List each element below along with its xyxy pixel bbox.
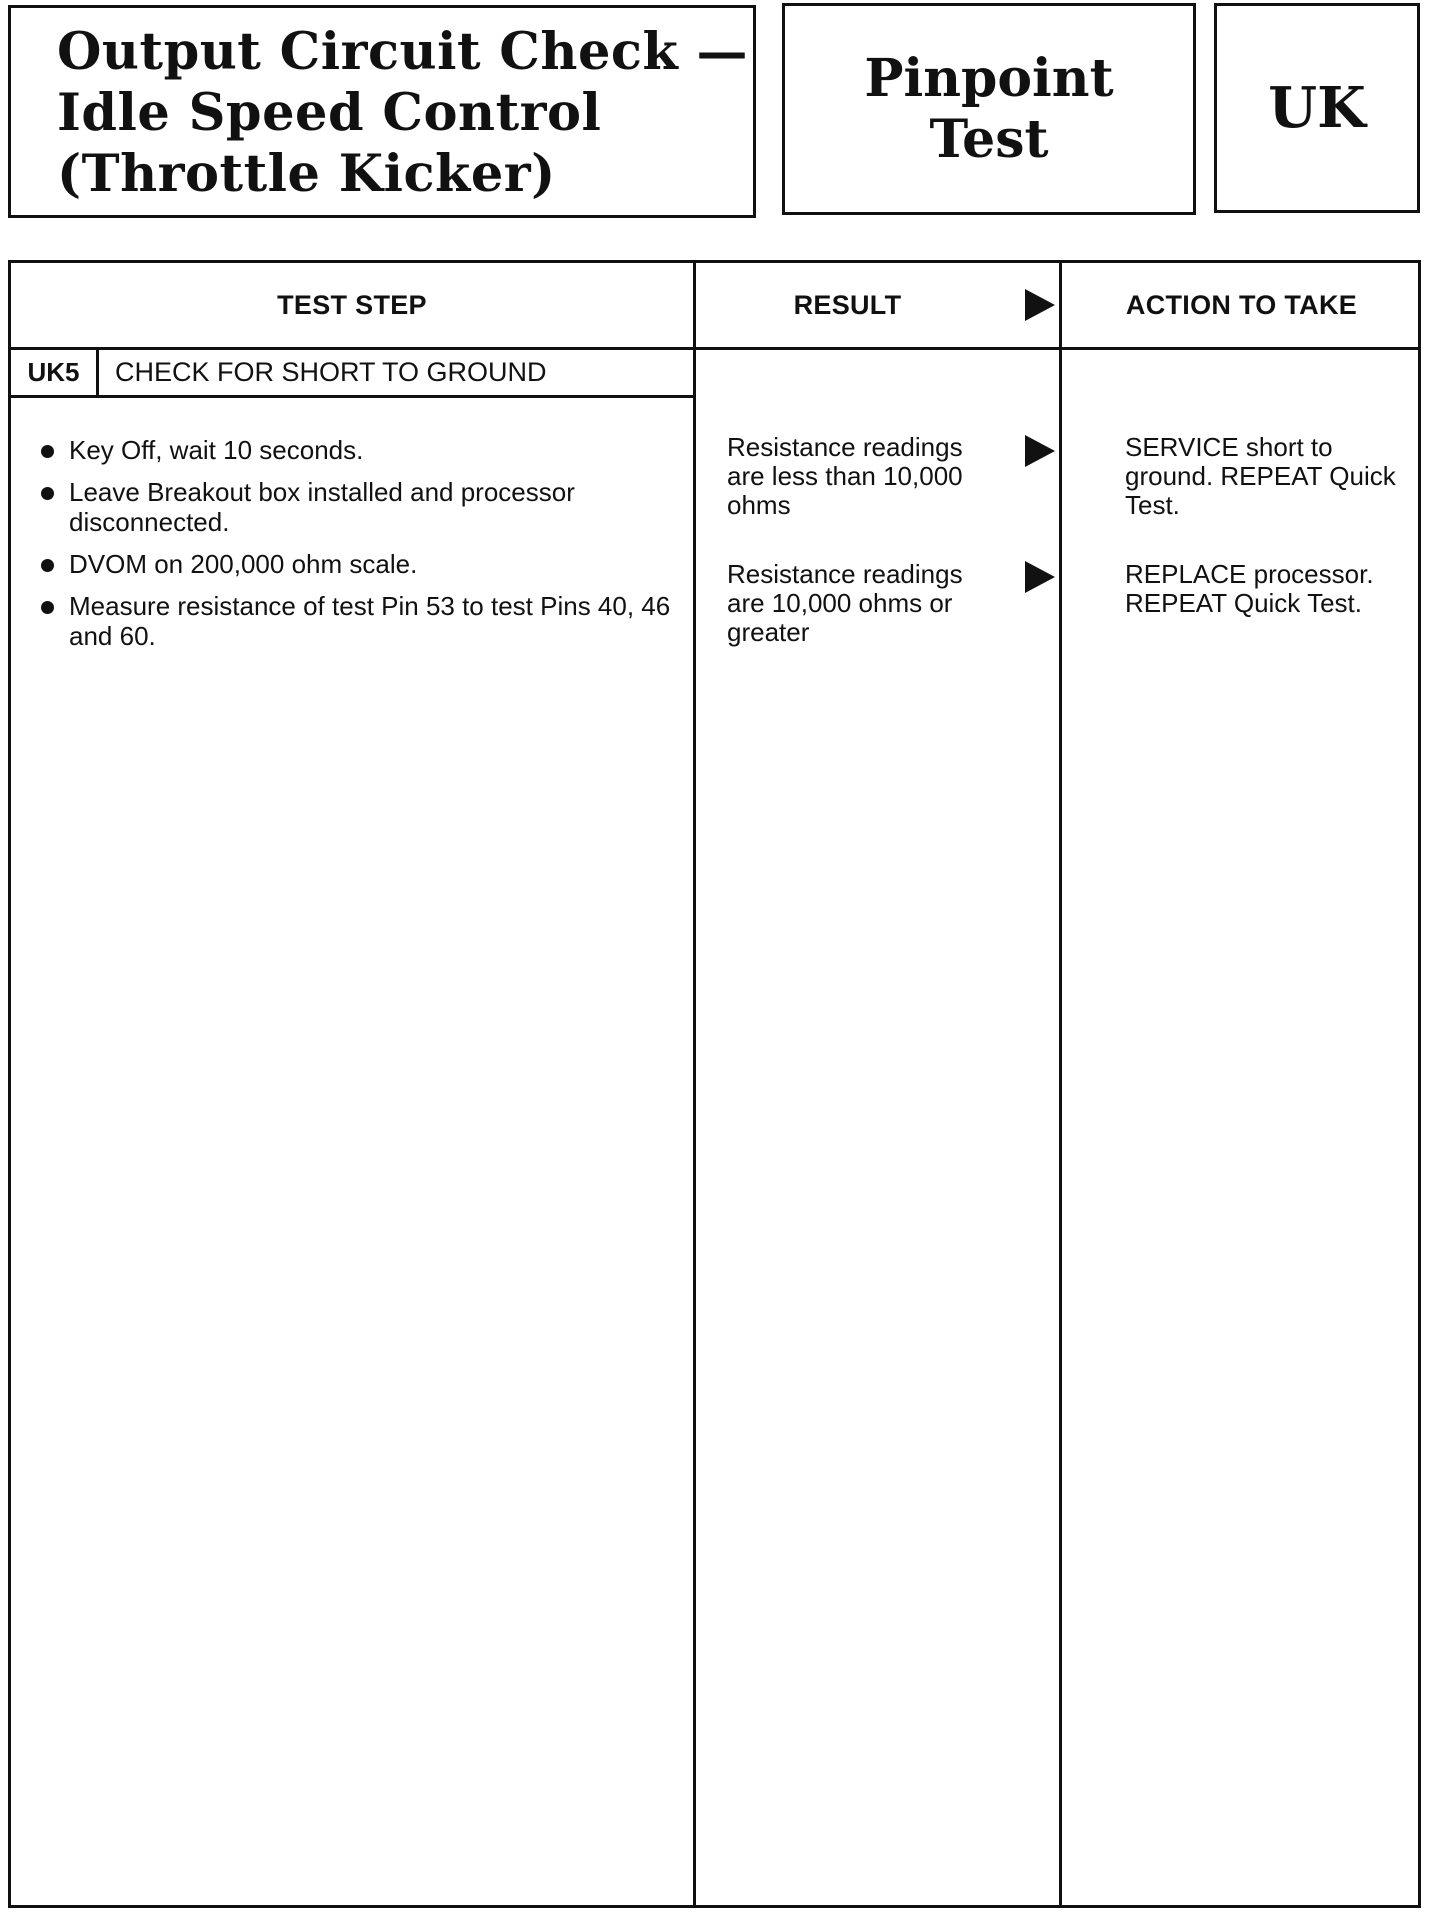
header-action: ACTION TO TAKE (1125, 289, 1358, 320)
header-result (696, 263, 1059, 347)
step-id: UK5 (11, 349, 99, 395)
result-arrow-icon-2 (1025, 561, 1055, 593)
test-code: UK (1268, 75, 1366, 141)
title-box (8, 5, 756, 218)
column-divider-action (1059, 263, 1062, 1905)
result-arrow-icon-1 (1025, 435, 1055, 467)
step-bullet: Leave Breakout box installed and processor disconnected. (39, 477, 689, 537)
step-row-rule (11, 395, 693, 398)
column-divider-result (693, 263, 696, 1905)
test-table (8, 260, 1421, 1908)
test-type-line-2: Test (929, 109, 1049, 170)
result-text-1: Resistance readings are less than 10,000 ohms (727, 432, 963, 520)
test-type-line-1: Pinpoint (864, 48, 1114, 109)
title-line-2: Idle Speed Control (57, 83, 602, 143)
test-code-box (1214, 3, 1420, 213)
header-arrow-icon (1025, 289, 1055, 321)
step-title: CHECK FOR SHORT TO GROUND (115, 356, 547, 387)
result-text-2: Resistance readings are 10,000 ohms or greater (727, 559, 963, 647)
title-line-3: (Throttle Kicker) (57, 144, 556, 204)
step-row (11, 349, 693, 395)
header-test-step: TEST STEP (277, 289, 427, 320)
title-line-1: Output Circuit Check — (57, 22, 749, 82)
step-bullet: Measure resistance of test Pin 53 to test Pins 40, 46 and 60. (39, 591, 689, 651)
step-bullet: DVOM on 200,000 ohm scale. (39, 549, 689, 579)
action-text-1: SERVICE short to ground. REPEAT Quick Test. (1125, 432, 1396, 520)
step-bullet: Key Off, wait 10 seconds. (39, 435, 689, 465)
action-text-2: REPLACE processor. REPEAT Quick Test. (1125, 559, 1374, 618)
step-bullets (39, 435, 689, 663)
test-type-box (782, 3, 1196, 215)
header-result-label: RESULT (793, 289, 902, 320)
